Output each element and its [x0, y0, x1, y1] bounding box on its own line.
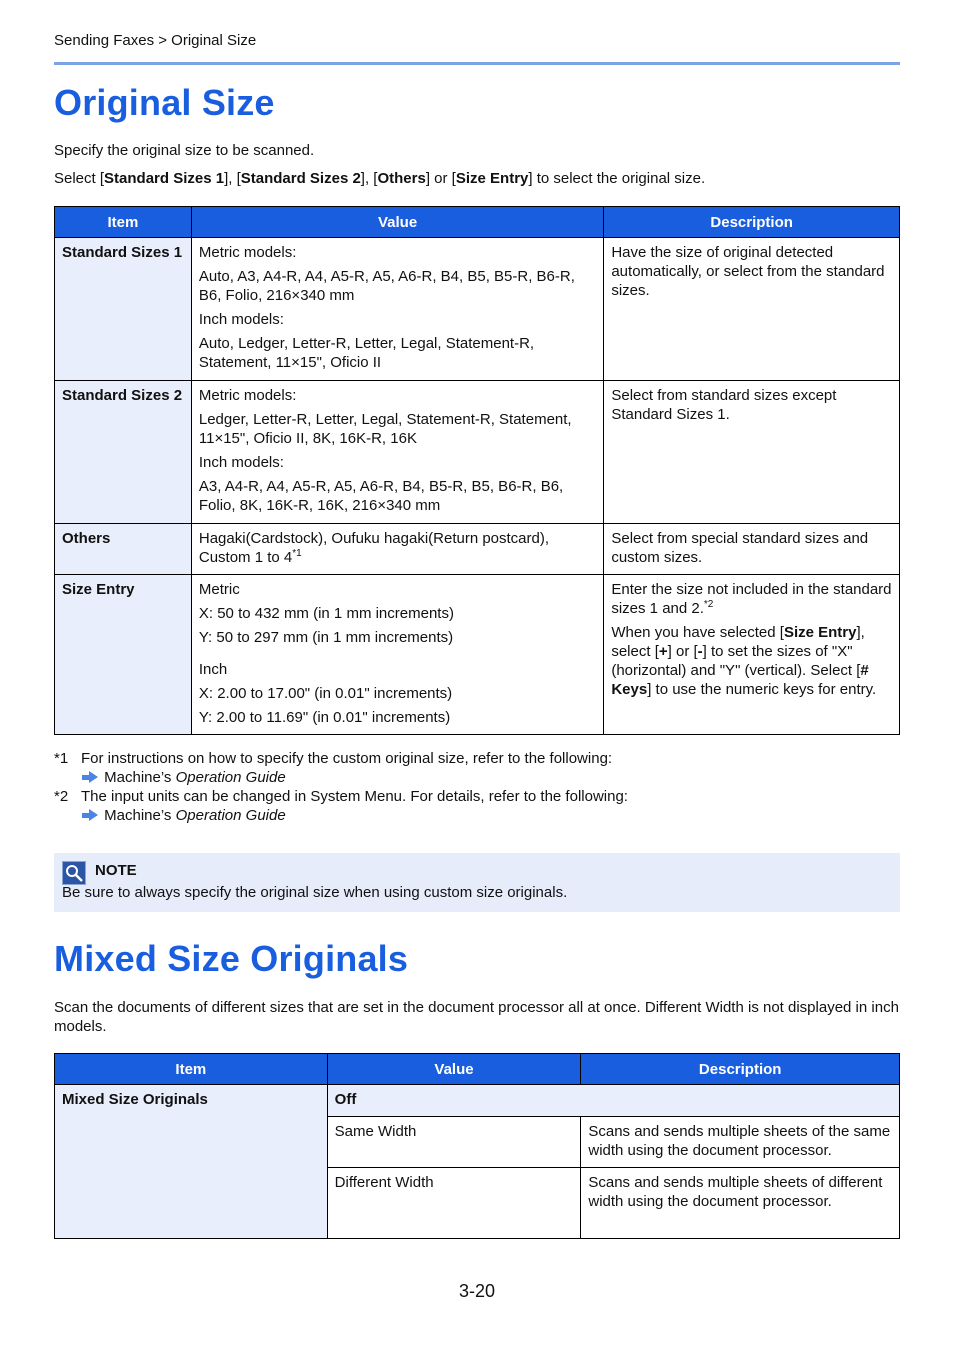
description-text: When you have selected [	[611, 624, 784, 641]
row-value: Different Width	[327, 1168, 581, 1239]
footnote-1	[54, 749, 612, 787]
description-bold: -	[697, 643, 703, 660]
intro-text: ], [	[360, 170, 378, 187]
note-icon	[62, 861, 86, 885]
table-row	[55, 238, 900, 381]
value-line: Metric models:	[198, 387, 297, 404]
row-description: Have the size of original detected automatically, or select from the standard sizes.	[604, 238, 900, 381]
value-line: Inch models:	[198, 454, 284, 471]
description-line	[611, 623, 892, 699]
header-value: Value	[327, 1054, 581, 1085]
footnote-text: The input units can be changed in System Menu. For details, refer to the following:	[81, 788, 628, 805]
value-line: Inch models:	[198, 311, 284, 328]
footnote-mark: *2	[54, 788, 69, 805]
footnote-reference[interactable]	[54, 768, 612, 787]
description-text: ] or [	[667, 643, 698, 660]
description-text: Enter the size not included in the standard sizes 1 and 2.	[611, 581, 892, 617]
intro-bold: Others	[377, 170, 426, 187]
intro-text: ] to select the original size.	[528, 170, 706, 187]
value-line: Auto, A3, A4-R, A4, A5-R, A5, A6-R, B4, B5, B5-R, B6-R, B6, Folio, 216×340 mm	[198, 268, 575, 304]
description-line	[611, 580, 892, 618]
footnote-ref: *1	[292, 548, 302, 559]
table-header-row	[55, 1054, 900, 1085]
value-line: Metric	[198, 581, 240, 598]
mixed-size-intro: Scan the documents of different sizes that are set in the document processor all at once. Different Width is not displayed in inch models.	[54, 999, 899, 1035]
row-value: Same Width	[327, 1117, 581, 1168]
note-title: NOTE	[95, 862, 137, 879]
row-value: Off	[327, 1085, 899, 1117]
value-line: Metric models:	[198, 244, 297, 261]
row-description: Select from special standard sizes and custom sizes.	[604, 524, 900, 575]
table-row	[55, 1085, 900, 1117]
reference-title: Operation Guide	[175, 769, 286, 786]
value-line: Y: 2.00 to 11.69" (in 0.01" increments)	[198, 709, 451, 726]
row-value	[191, 381, 603, 524]
row-item: Standard Sizes 2	[55, 381, 192, 524]
footnote-text: For instructions on how to specify the custom original size, refer to the following:	[81, 750, 613, 767]
table-row	[55, 524, 900, 575]
row-item: Mixed Size Originals	[55, 1085, 328, 1239]
description-bold: # Keys	[611, 662, 869, 698]
header-item: Item	[55, 1054, 328, 1085]
arrow-right-icon	[82, 775, 89, 780]
header-description: Description	[581, 1054, 900, 1085]
footnote-ref: *2	[703, 599, 714, 610]
intro-text: ], [	[224, 170, 241, 187]
arrow-right-icon	[89, 809, 98, 821]
note-text: Be sure to always specify the original size when using custom size originals.	[62, 884, 568, 901]
footnote-reference[interactable]	[54, 806, 628, 825]
reference-prefix: Machine’s	[104, 807, 176, 824]
reference-prefix: Machine’s	[104, 769, 176, 786]
magnifier-icon	[63, 862, 85, 884]
intro-bold: Standard Sizes 2	[240, 170, 361, 187]
table-row	[55, 575, 900, 735]
header-rule	[54, 62, 900, 65]
intro-line-1: Specify the original size to be scanned.	[54, 142, 315, 159]
section-title-original-size: Original Size	[54, 82, 275, 123]
value-line: Inch	[198, 661, 228, 678]
value-line: X: 50 to 432 mm (in 1 mm increments)	[198, 605, 454, 622]
value-line: Y: 50 to 297 mm (in 1 mm increments)	[198, 629, 454, 646]
table-row	[55, 381, 900, 524]
breadcrumb: Sending Faxes > Original Size	[54, 32, 257, 49]
arrow-right-icon	[89, 771, 98, 783]
description-bold: Size Entry	[783, 624, 857, 641]
arrow-right-icon	[82, 813, 89, 818]
mixed-size-table	[54, 1053, 900, 1239]
description-text: ] to use the numeric keys for entry.	[647, 681, 877, 698]
row-description: Scans and sends multiple sheets of the same width using the document processor.	[581, 1117, 900, 1168]
row-description: Select from standard sizes except Standard Sizes 1.	[604, 381, 900, 524]
value-text: Hagaki(Cardstock), Oufuku hagaki(Return postcard), Custom 1 to 4	[198, 530, 550, 566]
note-box	[54, 853, 900, 912]
value-line: X: 2.00 to 17.00" (in 0.01" increments)	[198, 685, 453, 702]
row-description	[604, 575, 900, 735]
header-description: Description	[604, 207, 900, 238]
reference-title: Operation Guide	[175, 807, 286, 824]
intro-text: Select [	[54, 170, 105, 187]
row-description: Scans and sends multiple sheets of different width using the document processor.	[581, 1168, 900, 1239]
header-item: Item	[55, 207, 192, 238]
row-item: Standard Sizes 1	[55, 238, 192, 381]
description-text: ] to set the sizes of "X" (horizontal) and "Y" (vertical). Select [	[611, 643, 861, 679]
footnote-2	[54, 787, 628, 825]
section-title-mixed-size: Mixed Size Originals	[54, 938, 409, 979]
table-header-row	[55, 207, 900, 238]
value-line: Ledger, Letter-R, Letter, Legal, Statement-R, Statement, 11×15", Oficio II, 8K, 16K-R, 16K	[198, 411, 572, 447]
original-size-table	[54, 206, 900, 735]
row-value	[191, 575, 603, 735]
row-item: Size Entry	[55, 575, 192, 735]
value-line: A3, A4-R, A4, A5-R, A5, A6-R, B4, B5-R, B5, B6-R, B6, Folio, 8K, 16K-R, 16K, 216×340 mm	[198, 478, 564, 514]
intro-bold: Standard Sizes 1	[104, 170, 225, 187]
intro-bold: Size Entry	[455, 170, 529, 187]
description-text: ], select [	[611, 624, 865, 660]
footnote-mark: *1	[54, 750, 69, 767]
row-item: Others	[55, 524, 192, 575]
page-number: 3-20	[458, 1281, 496, 1301]
row-value	[191, 524, 603, 575]
intro-line-2	[54, 170, 705, 187]
row-value	[191, 238, 603, 381]
header-value: Value	[191, 207, 603, 238]
value-line: Auto, Ledger, Letter-R, Letter, Legal, Statement-R, Statement, 11×15", Oficio II	[198, 335, 535, 371]
intro-text: ] or [	[425, 170, 456, 187]
description-bold: +	[658, 643, 668, 660]
